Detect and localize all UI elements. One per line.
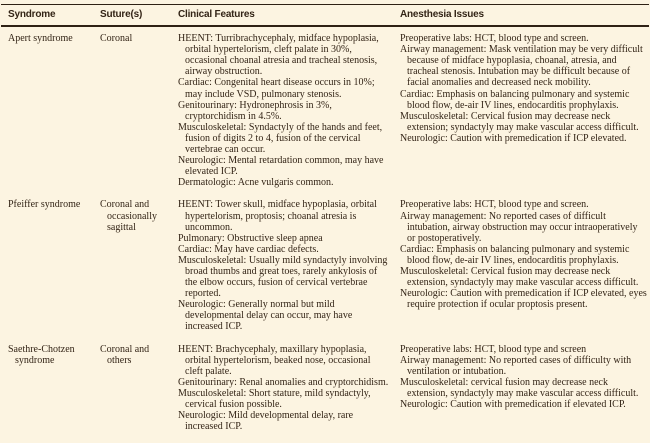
anesthesia-issue-item: Musculoskeletal: Cervical fusion may decrease neck extension, syndactyly may make vascular access difficult. — [400, 265, 639, 289]
clinical-feature-item: HEENT: Brachycephaly, maxillary hypoplasia, orbital hypertelorism, beaked nose, occasional cleft palate. — [178, 343, 371, 377]
anesthesia-issue-item: Neurologic: Caution with premedication if ICP elevated, eyes require protection if ocular proptosis present. — [400, 288, 647, 311]
clinical-feature-item: Musculoskeletal: Syndactyly of the hands and feet, fusion of digits 2 to 4, fusion of the cervical vertebrae can occur. — [178, 121, 383, 156]
sutures-cell: Coronal and others — [100, 343, 150, 366]
anesthesia-issue-item: Airway management: Mask ventilation may be very difficult because of midface hypoplasia, choanal, atresia, and tracheal stenosis. Intubation may be difficult because of facial anomalies and decreased neck mobility. — [400, 44, 643, 89]
column-header-syndrome: Syndrome — [8, 9, 56, 20]
clinical-feature-item: HEENT: Turribrachycephaly, midface hypoplasia, orbital hypertelorism, cleft palate in 30%, occasional choanal atresia and tracheal stenosis, airway obstruction. — [178, 33, 379, 78]
anesthesia-issue-item: Airway management: No reported cases of difficulty with ventilation or intubation. — [400, 354, 632, 377]
anesthesia-issue-item: Cardiac: Emphasis on balancing pulmonary and systemic blood flow, de-air IV lines, endocarditis prophylaxis. — [400, 243, 630, 266]
anesthesia-issue-item: Preoperative labs: HCT, blood type and screen — [400, 343, 587, 355]
anesthesia-issue-item: Preoperative labs: HCT, blood type and screen. — [400, 33, 589, 45]
clinical-feature-item: Pulmonary: Obstructive sleep apnea — [178, 232, 323, 244]
anesthesia-issue-item: Musculoskeletal: Cervical fusion may decrease neck extension; syndactyly may make vascular access difficult. — [400, 110, 639, 133]
clinical-feature-item: Cardiac: May have cardiac defects. — [178, 243, 319, 255]
column-header-anesthesia-issues: Anesthesia Issues — [400, 9, 484, 20]
syndrome-cell: Apert syndrome — [8, 33, 73, 45]
clinical-feature-item: Cardiac: Congenital heart disease occurs in 10%; may include VSD, pulmonary stenosis. — [178, 77, 375, 100]
clinical-feature-item: HEENT: Tower skull, midface hypoplasia, orbital hypertelorism, proptosis; choanal atresia is uncommon. — [178, 199, 377, 233]
anesthesia-issue-item: Preoperative labs: HCT, blood type and screen. — [400, 199, 589, 211]
clinical-feature-item: Neurologic: Generally normal but mild developmental delay can occur, may have increased ICP. — [178, 299, 353, 333]
sutures-cell: Coronal and occasionally sagittal — [100, 199, 157, 233]
anesthesia-issue-item: Airway management: No reported cases of difficult intubation, airway obstruction may occur intraoperatively or postoperatively. — [400, 210, 638, 244]
anesthesia-issues-cell — [400, 199, 648, 332]
column-header-clinical-features: Clinical Features — [178, 9, 255, 20]
header-rule — [1, 25, 649, 27]
clinical-feature-item: Musculoskeletal: Usually mild syndactyly involving broad thumbs and great toes, rarely ankylosis of the elbow occurs, fusion of cervical vertebrae reported. — [178, 254, 388, 300]
table-header-row — [0, 5, 650, 25]
anesthesia-issue-item: Cardiac: Emphasis on balancing pulmonary and systemic blood flow, de-air IV lines, endocarditis prophylaxis. — [400, 88, 630, 111]
table-row — [8, 344, 648, 433]
anesthesia-issue-item: Neurologic: Caution with premedication if elevated ICP. — [400, 399, 626, 410]
column-header-sutures: Suture(s) — [100, 9, 143, 20]
clinical-feature-item: Neurologic: Mild developmental delay, rare increased ICP. — [178, 410, 354, 433]
clinical-feature-item: Genitourinary: Renal anomalies and cryptorchidism. — [178, 376, 389, 388]
clinical-feature-item: Musculoskeletal: Short stature, mild syndactyly, cervical fusion possible. — [178, 387, 371, 410]
syndrome-cell: Saethre-Chotzen syndrome — [8, 343, 75, 366]
table-row — [8, 199, 648, 332]
clinical-feature-item: Genitourinary: Hydronephrosis in 3%, cryptorchidism in 4.5%. — [178, 99, 332, 122]
anesthesia-issue-item: Musculoskeletal: cervical fusion may decrease neck extension, syndactyly may make vascular access difficult. — [400, 376, 639, 399]
anesthesia-issues-cell — [400, 344, 648, 433]
sutures-cell: Coronal — [100, 33, 133, 45]
anesthesia-issue-item: Neurologic: Caution with premedication if ICP elevated. — [400, 132, 627, 144]
clinical-features-cell — [178, 344, 400, 433]
table-body — [0, 33, 650, 432]
clinical-features-cell — [178, 199, 400, 332]
syndrome-cell: Pfeiffer syndrome — [8, 199, 81, 211]
clinical-features-cell — [178, 33, 400, 188]
clinical-feature-item: Neurologic: Mental retardation common, may have elevated ICP. — [178, 155, 384, 178]
table-row — [8, 33, 648, 188]
clinical-feature-item: Dermatologic: Acne vulgaris common. — [178, 177, 334, 189]
anesthesia-issues-cell — [400, 33, 648, 188]
